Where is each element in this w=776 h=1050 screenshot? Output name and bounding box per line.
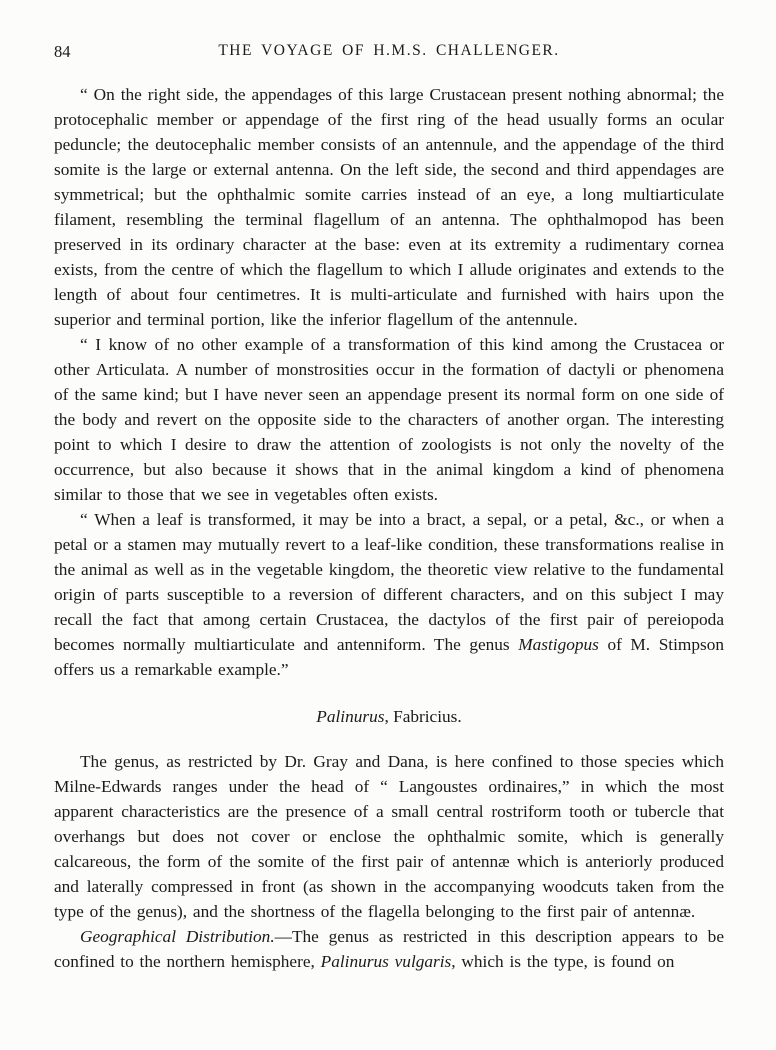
section-heading-palinurus [54,704,724,729]
page-header [54,42,724,64]
paragraph-5-text-mid: —The genus as restricted in this description appears to be confined to the northern hemisphere, [54,927,724,971]
paragraph-genus-description: The genus, as restricted by Dr. Gray and Dana, is here confined to those species which Milne-Edwards ranges under the head of “ Langoustes ordinaires,” in which the most apparent characteristics are the presence of a small central rostriform tooth or tubercle that overhangs but does not cover or enclose the ophthalmic somite, which is generally calcareous, the form of the somite of the first pair of antennæ which is anteriorly produced and laterally compressed in front (as shown in the accompanying woodcuts taken from the type of the genus), and the shortness of the flagella belonging to the first pair of antennæ. [54,752,724,921]
paragraph-quote-2: “ I know of no other example of a transformation of this kind among the Crustacea or other Articulata. A number of monstrosities occur in the formation of dactyli or phenomena of the same kind; but I have never seen an appendage present its normal form on one side of the body and revert on the opposite side to the characters of another organ. The interesting point to which I desire to draw the attention of zoologists is not only the novelty of the occurrence, but also because it shows that in the animal kingdom a kind of phenomena similar to those that we see in vegetables often exists. [54,335,724,504]
paragraph-3-text-end: of M. Stimpson offers us a remarkable example.” [54,635,724,679]
paragraph-3-text-start: “ When a leaf is transformed, it may be into a bract, a sepal, or a petal, &c., or when a petal or a stamen may mutually revert to a leaf-like condition, these transformations realise in the animal as well as in the vegetable kingdom, the theoretic view relative to the fundamental origin of parts susceptible to a reversion of different characters, and on this subject I may recall the fact that among certain Crustacea, the dactylos of the first pair of pereiopoda becomes normally multiarticulate and antenniform. The genus [54,510,724,654]
paragraph-quote-3 [54,507,724,682]
paragraph-5-text-end: , which is the type, is found on [451,952,675,971]
geographical-distribution-label: Geographical Distribution. [80,927,275,946]
page-number: 84 [54,42,71,61]
section-heading-genus: Palinurus [316,707,385,726]
paragraph-quote-1: “ On the right side, the appendages of this large Crustacean present nothing abnormal; the protocephalic member or appendage of the first ring of the head usually forms an ocular peduncle; the deutocephalic member consists of an antennule, and the appendage of the third somite is the large or external antenna. On the left side, the second and third appendages are symmetrical; but the ophthalmic somite carries instead of an eye, a long multiarticulate filament, resembling the terminal flagellum of an antenna. The ophthalmopod has been preserved in its ordinary character at the base: even at its extremity a rudimentary cornea exists, from the centre of which the flagellum to which I allude originates and extends to the length of about four centimetres. It is multi-articulate and furnished with hairs upon the superior and terminal portion, like the inferior flagellum of the antennule. [54,85,724,329]
genus-name-mastigopus: Mastigopus [518,635,599,654]
section-heading-author: , Fabricius. [384,707,462,726]
running-title: THE VOYAGE OF H.M.S. CHALLENGER. [218,42,560,59]
paragraph-geographical-distribution [54,924,724,974]
species-name-palinurus-vulgaris: Palinurus vulgaris [320,952,452,971]
